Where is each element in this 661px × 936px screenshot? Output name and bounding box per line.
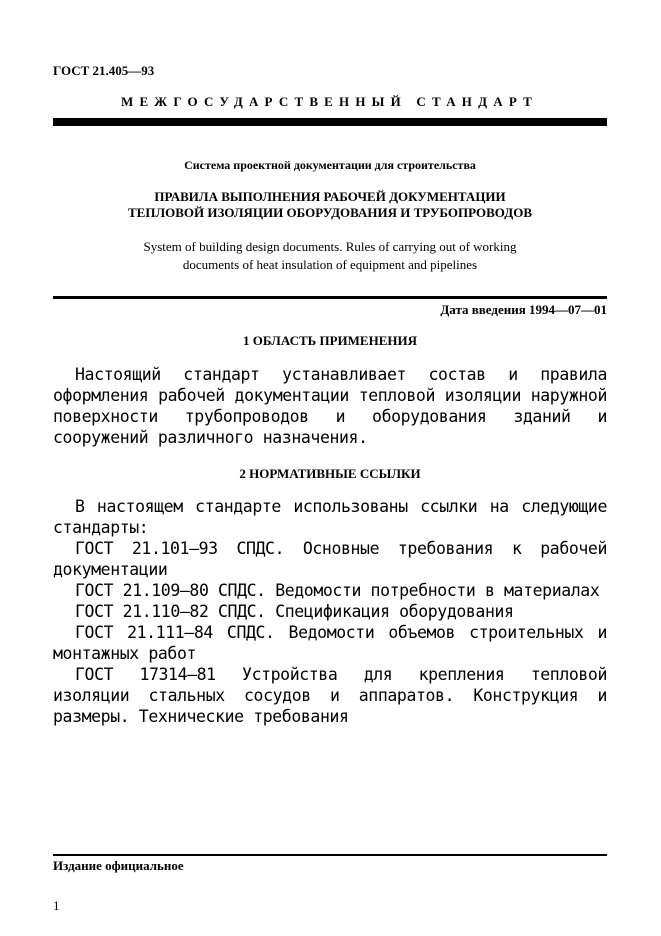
footer-divider (53, 854, 607, 856)
section-1-heading: 1 ОБЛАСТЬ ПРИМЕНЕНИЯ (243, 333, 417, 348)
english-title (53, 238, 607, 274)
section-2-body (53, 496, 607, 727)
system-title: Система проектной документации для строительства (184, 158, 476, 172)
reference-item: ГОСТ 21.111—84 СПДС. Ведомости объемов строительных и монтажных работ (53, 623, 607, 663)
section-1-body (53, 364, 607, 448)
main-title-line-2: ТЕПЛОВОЙ ИЗОЛЯЦИИ ОБОРУДОВАНИЯ И ТРУБОПРОВОДОВ (128, 205, 532, 220)
reference-item: ГОСТ 21.101—93 СПДС. Основные требования к рабочей документации (53, 539, 607, 579)
reference-item: ГОСТ 21.110—82 СПДС. Спецификация оборудования (75, 602, 514, 621)
english-title-line-1: System of building design documents. Rules of carrying out of working (143, 239, 517, 254)
title-divider (53, 296, 607, 299)
main-title (53, 189, 607, 221)
reference-item: ГОСТ 21.109—80 СПДС. Ведомости потребности в материалах (75, 581, 600, 600)
header-divider (53, 118, 607, 126)
interstate-standard-label: МЕЖГОСУДАРСТВЕННЫЙ СТАНДАРТ (120, 94, 539, 109)
official-edition-label: Издание официальное (53, 858, 184, 873)
english-title-line-2: documents of heat insulation of equipment and pipelines (182, 257, 478, 272)
section-2-intro: В настоящем стандарте использованы ссылки на следующие стандарты: (53, 497, 607, 537)
introduction-date: Дата введения 1994—07—01 (440, 302, 607, 317)
page-number: 1 (53, 898, 60, 913)
document-code: ГОСТ 21.405—93 (53, 63, 155, 78)
section-1-paragraph: Настоящий стандарт устанавливает состав и правила оформления рабочей документации тепловой изоляции наружной поверхности трубопроводов и оборудования зданий и сооружений различного назначения. (53, 365, 607, 447)
reference-item: ГОСТ 17314—81 Устройства для крепления тепловой изоляции стальных сосудов и аппаратов. Конструкция и размеры. Технические требования (53, 665, 607, 726)
section-2-heading: 2 НОРМАТИВНЫЕ ССЫЛКИ (239, 466, 421, 481)
main-title-line-1: ПРАВИЛА ВЫПОЛНЕНИЯ РАБОЧЕЙ ДОКУМЕНТАЦИИ (154, 189, 506, 204)
